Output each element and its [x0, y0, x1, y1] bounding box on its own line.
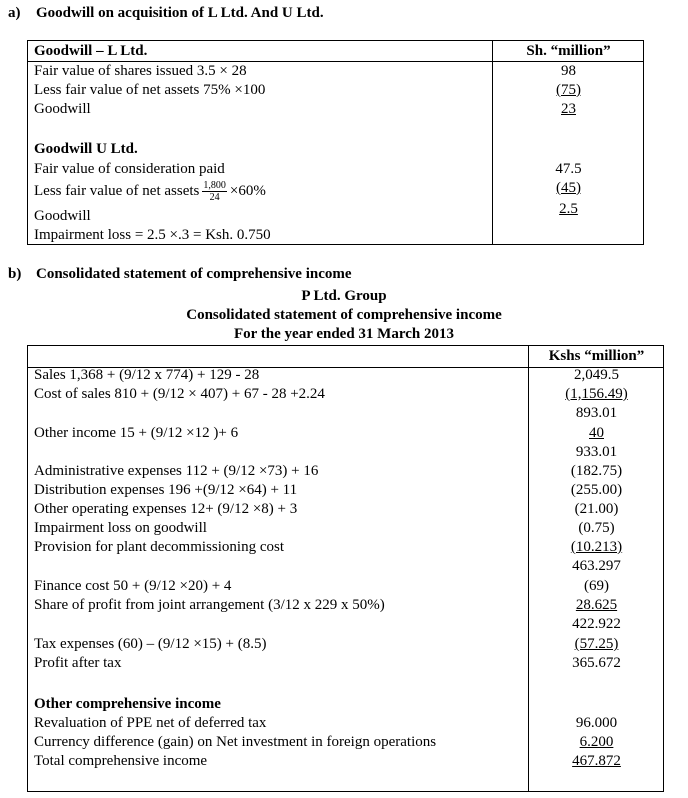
income-row-label: Sales 1,368 + (9/12 x 774) + 129 - 28: [34, 367, 260, 383]
fraction: [202, 180, 227, 203]
income-row-amount: [529, 385, 664, 403]
statement-title: Consolidated statement of comprehensive income: [186, 307, 502, 323]
u-row-amount-value: (45): [556, 180, 581, 196]
part-b-label: b): [8, 266, 22, 282]
income-row-amount-value: 96.000: [575, 715, 618, 731]
income-row-amount-value: 463.297: [572, 558, 621, 574]
income-row-amount-value: 6.200: [579, 734, 614, 750]
income-row-amount: [529, 733, 664, 751]
income-row-amount-value: (255.00): [570, 482, 623, 498]
part-a-label: a): [8, 5, 21, 21]
l-row-amount: [493, 81, 644, 99]
income-row-amount: [529, 714, 664, 732]
income-row-amount-value: 28.625: [575, 597, 618, 613]
income-row-amount: [529, 519, 664, 537]
income-row-amount-value: (0.75): [578, 520, 615, 536]
income-row-amount: [529, 615, 664, 633]
income-row-amount-value: (57.25): [574, 636, 619, 652]
l-row-amount: 98: [561, 63, 576, 79]
kshs-header: Kshs “million”: [548, 348, 645, 364]
income-row-label: Currency difference (gain) on Net investment in foreign operations: [34, 734, 437, 750]
u-row-label-suffix: ×60%: [229, 183, 266, 199]
income-row-amount-value: 933.01: [575, 444, 618, 460]
income-row-label: Share of profit from joint arrangement (3/12 x 229 x 50%): [34, 597, 385, 613]
u-row-amount: 47.5: [555, 161, 582, 177]
fraction-numerator: 1,800: [203, 180, 226, 192]
income-row-label: Administrative expenses 112 + (9/12 ×73) + 16: [34, 463, 319, 479]
u-row-amount-value: 2.5: [559, 201, 578, 217]
income-row-amount: [529, 500, 664, 518]
income-row-label: Impairment loss on goodwill: [34, 520, 207, 536]
income-row-amount-value: 893.01: [575, 405, 618, 421]
income-row-amount-value: (1,156.49): [565, 386, 628, 402]
income-row-amount: [529, 557, 664, 575]
goodwill-u-title: Goodwill U Ltd.: [34, 141, 138, 157]
income-row-label: Profit after tax: [34, 655, 122, 671]
income-row-label: Other comprehensive income: [34, 696, 221, 712]
income-row-amount: [529, 462, 664, 480]
income-row-amount-value: 365.672: [572, 655, 621, 671]
income-row-label: Revaluation of PPE net of deferred tax: [34, 715, 267, 731]
income-row-label: Distribution expenses 196 +(9/12 ×64) + 11: [34, 482, 298, 498]
income-row-label: Tax expenses (60) – (9/12 ×15) + (8.5): [34, 636, 267, 652]
income-row-label: Other income 15 + (9/12 ×12 )+ 6: [34, 425, 239, 441]
part-b-heading: Consolidated statement of comprehensive income: [36, 266, 352, 282]
u-row-label-prefix: Less fair value of net assets: [34, 183, 200, 199]
part-a-heading: Goodwill on acquisition of L Ltd. And U Ltd.: [36, 5, 324, 21]
income-row-label: Cost of sales 810 + (9/12 × 407) + 67 - 28 +2.24: [34, 386, 325, 402]
income-row-amount-value: (182.75): [570, 463, 623, 479]
amount-header: Sh. “million”: [526, 43, 611, 59]
income-row-amount: [529, 404, 664, 422]
l-row-label: Goodwill: [34, 101, 91, 117]
income-row-amount-value: 40: [589, 425, 604, 441]
income-row-amount: [529, 635, 664, 653]
u-row-label: Fair value of consideration paid: [34, 161, 225, 177]
income-row-amount-value: 467.872: [572, 753, 621, 769]
income-row-amount: [529, 481, 664, 499]
fraction-denominator: 24: [209, 192, 220, 204]
l-row-amount-value: (75): [556, 82, 581, 98]
u-row-amount: [493, 200, 644, 218]
u-row-net-assets: [34, 176, 266, 206]
income-row-amount: [529, 577, 664, 595]
l-row-label: Less fair value of net assets 75% ×100: [34, 82, 266, 98]
income-row-amount-value: 2,049.5: [574, 367, 619, 383]
income-row-amount: [529, 596, 664, 614]
income-row-amount-value: (10.213): [570, 539, 623, 555]
income-row-amount: [529, 443, 664, 461]
impairment-loss-row: Impairment loss = 2.5 ×.3 = Ksh. 0.750: [34, 227, 271, 243]
u-row-amount: [493, 179, 644, 197]
u-row-label: Goodwill: [34, 208, 91, 224]
income-row-amount-value: (21.00): [574, 501, 619, 517]
group-title: P Ltd. Group: [301, 288, 387, 304]
period-title: For the year ended 31 March 2013: [234, 326, 454, 342]
l-row-amount: [493, 100, 644, 118]
income-row-amount-value: (69): [584, 578, 609, 594]
income-row-label: Finance cost 50 + (9/12 ×20) + 4: [34, 578, 232, 594]
income-row-label: Other operating expenses 12+ (9/12 ×8) + 3: [34, 501, 298, 517]
l-row-label: Fair value of shares issued 3.5 × 28: [34, 63, 247, 79]
goodwill-l-header: Goodwill – L Ltd.: [34, 43, 148, 59]
l-row-amount-value: 23: [561, 101, 576, 117]
income-row-label: Total comprehensive income: [34, 753, 208, 769]
income-row-amount: [529, 366, 664, 384]
income-row-amount: [529, 424, 664, 442]
income-row-amount: [529, 752, 664, 770]
income-row-amount: [529, 654, 664, 672]
income-row-amount: [529, 538, 664, 556]
income-row-amount-value: 422.922: [572, 616, 621, 632]
income-row-label: Provision for plant decommissioning cost: [34, 539, 284, 555]
